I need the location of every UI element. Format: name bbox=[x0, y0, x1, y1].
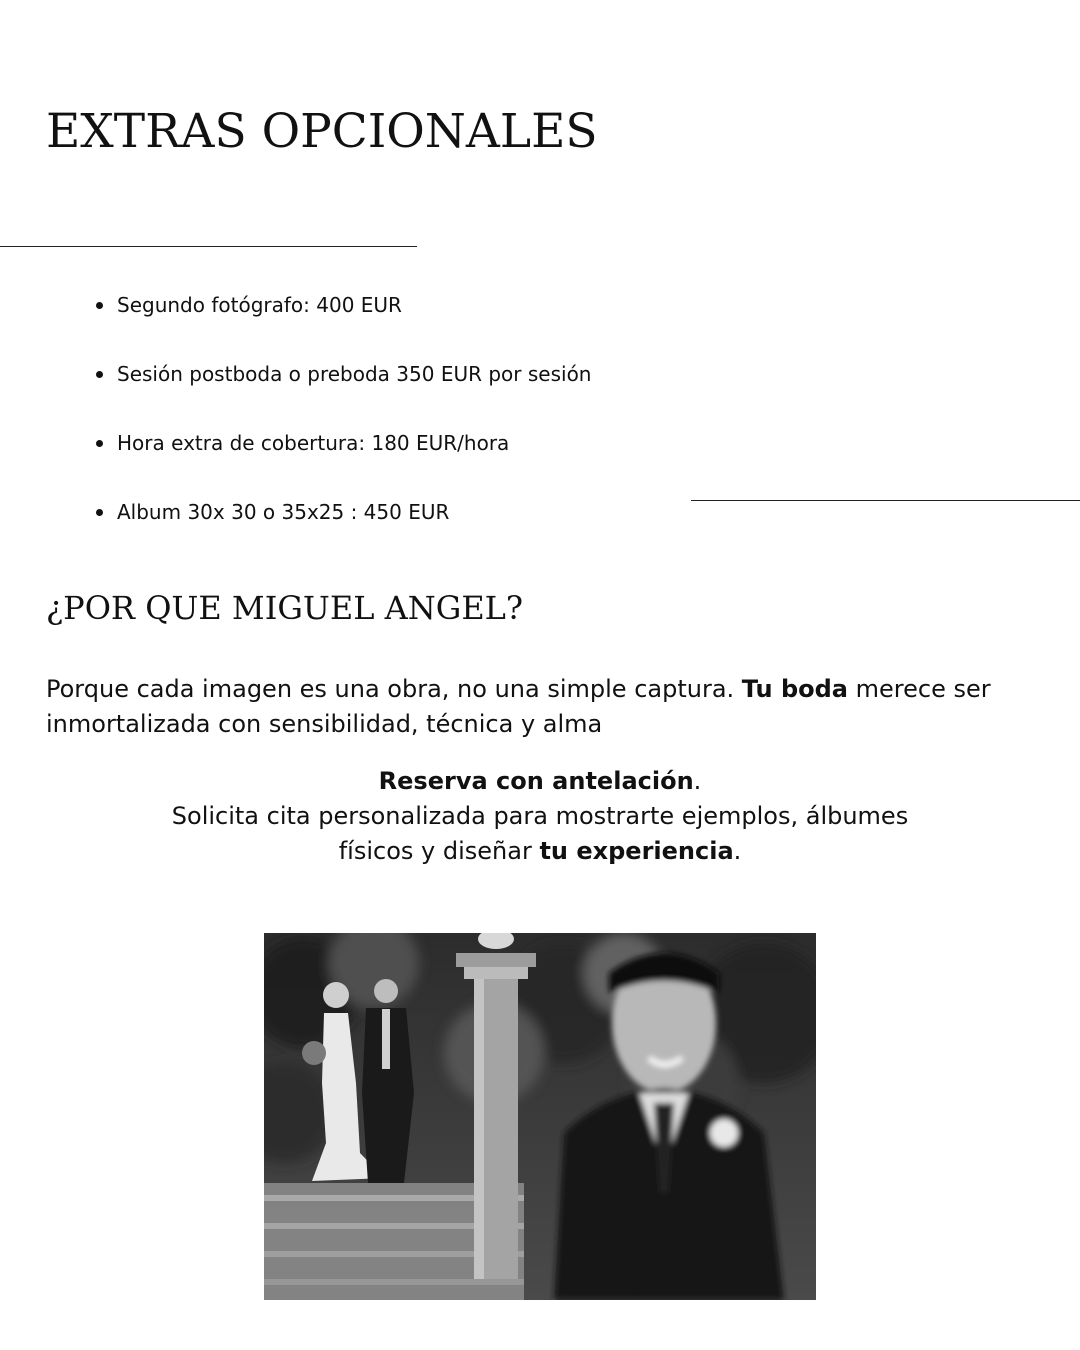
why-text-after: merece ser inmortalizada con sensibilidad, técnica y alma bbox=[46, 675, 991, 738]
divider-left bbox=[0, 246, 417, 247]
cta-line-3-end: . bbox=[733, 837, 742, 865]
section-title: ¿POR QUE MIGUEL ANGEL? bbox=[46, 589, 524, 627]
cta-line-2: Solicita cita personalizada para mostrarte ejemplos, álbumes bbox=[171, 802, 909, 830]
call-to-action bbox=[0, 764, 1080, 869]
cta-line-1-end: . bbox=[693, 767, 702, 795]
list-item bbox=[96, 428, 591, 497]
list-item bbox=[96, 290, 591, 359]
wedding-photo-image bbox=[264, 933, 816, 1300]
divider-right bbox=[691, 500, 1080, 501]
list-item bbox=[96, 359, 591, 428]
cta-line-3-start: físicos y diseñar bbox=[338, 837, 540, 865]
why-text-before: Porque cada imagen es una obra, no una simple captura. bbox=[46, 675, 742, 703]
cta-line-1-bold: Reserva con antelación bbox=[378, 767, 694, 795]
cta-line-3 bbox=[0, 834, 1080, 869]
why-paragraph bbox=[46, 672, 1066, 742]
extras-list bbox=[96, 290, 591, 566]
extra-item-text: Album 30x 30 o 35x25 : 450 EUR bbox=[117, 500, 450, 524]
wedding-photo bbox=[264, 933, 816, 1300]
why-text-bold: Tu boda bbox=[741, 675, 848, 703]
extra-item-text: Sesión postboda o preboda 350 EUR por sesión bbox=[117, 362, 592, 386]
extra-item-text: Segundo fotógrafo: 400 EUR bbox=[117, 293, 402, 317]
list-item bbox=[96, 497, 591, 566]
cta-line-1 bbox=[0, 764, 1080, 799]
page-title: EXTRAS OPCIONALES bbox=[46, 104, 598, 159]
extra-item-text: Hora extra de cobertura: 180 EUR/hora bbox=[117, 431, 510, 455]
bullet-icon bbox=[96, 440, 103, 447]
bullet-icon bbox=[96, 302, 103, 309]
bullet-icon bbox=[96, 509, 103, 516]
bullet-icon bbox=[96, 371, 103, 378]
cta-line-3-bold: tu experiencia bbox=[539, 837, 734, 865]
